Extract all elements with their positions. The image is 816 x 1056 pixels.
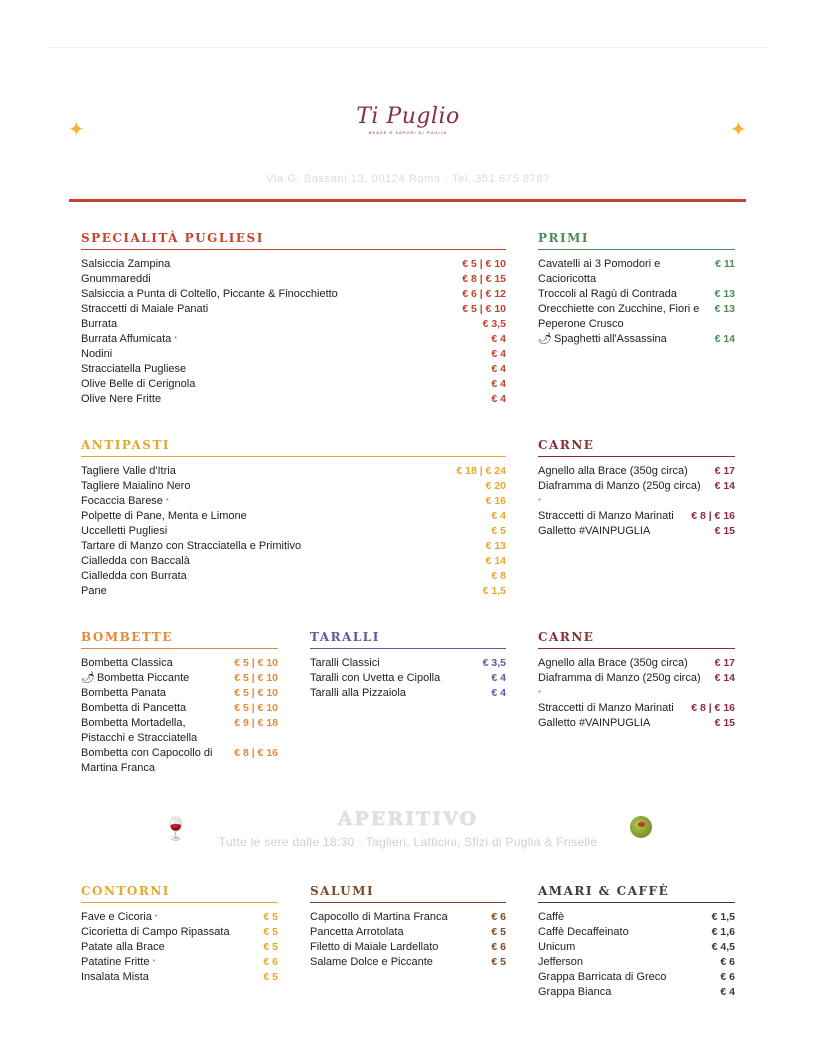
menu-item <box>81 656 278 671</box>
menu-item <box>81 392 506 407</box>
aperitivo-banner <box>0 808 816 849</box>
menu-item <box>538 332 735 347</box>
star-left-icon: ✦ <box>68 119 85 141</box>
menu-item-price: € 15 <box>714 717 735 729</box>
restaurant-logo <box>0 104 816 135</box>
menu-item-price: € 11 <box>715 258 735 270</box>
menu-item-price: € 20 <box>485 480 506 492</box>
menu-item-price: € 18 | € 24 <box>456 465 506 477</box>
menu-item-name: Grappa Bianca <box>538 986 612 998</box>
menu-item-name: Straccetti di Maiale Panati <box>81 303 209 315</box>
section-title: CARNE <box>538 630 735 649</box>
menu-item-price: € 4 <box>491 510 506 522</box>
section-taralli <box>310 630 506 701</box>
section-carne-1 <box>538 438 735 539</box>
asterisk-marker: * <box>538 690 541 697</box>
menu-item-name: 🌶 Spaghetti all'Assassina <box>538 333 667 345</box>
menu-item-name: Nodini <box>81 348 113 360</box>
menu-item-name: Taralli con Uvetta e Cipolla <box>310 672 441 684</box>
menu-item-price: € 13 <box>714 288 735 300</box>
menu-item <box>538 257 735 287</box>
menu-item <box>538 985 735 1000</box>
section-title: PRIMI <box>538 231 735 250</box>
menu-item-price: € 4,5 <box>711 941 735 953</box>
menu-item <box>538 955 735 970</box>
menu-item <box>81 584 506 599</box>
menu-item-price: € 16 <box>485 495 506 507</box>
section-title: SPECIALITÀ PUGLIESI <box>81 231 506 250</box>
menu-item-price: € 17 <box>714 465 735 477</box>
menu-item-name: Olive Belle di Cerignola <box>81 378 196 390</box>
menu-item-price: € 8 <box>491 570 506 582</box>
menu-item-price: € 6 <box>720 971 735 983</box>
menu-item-price: € 5 | € 10 <box>234 702 278 714</box>
menu-item-name: Bombetta di Pancetta <box>81 702 187 714</box>
asterisk-marker: * <box>152 959 156 966</box>
menu-item-price: € 5 <box>263 941 278 953</box>
menu-item-price: € 5 <box>491 926 506 938</box>
menu-item <box>538 925 735 940</box>
menu-item <box>538 970 735 985</box>
section-title: CONTORNI <box>81 884 278 903</box>
section-title: ANTIPASTI <box>81 438 506 457</box>
menu-item-price: € 4 <box>491 363 506 375</box>
menu-item-name: Unicum <box>538 941 576 953</box>
menu-item-price: € 5 | € 10 <box>462 303 506 315</box>
wine-glass-icon: 🍷 <box>162 816 190 841</box>
menu-item-price: € 8 | € 16 <box>234 747 278 759</box>
menu-item <box>81 509 506 524</box>
menu-item-name: Troccoli al Ragù di Contrada <box>538 288 677 300</box>
menu-item-price: € 4 <box>720 986 735 998</box>
menu-item <box>538 287 735 302</box>
menu-item-price: € 4 <box>491 393 506 405</box>
section-title: SALUMI <box>310 884 506 903</box>
menu-item-name: Patatine Fritte * <box>81 956 156 968</box>
menu-item <box>538 910 735 925</box>
menu-item <box>81 332 506 347</box>
logo-subtitle: BRACE E SAPORI DI PUGLIA <box>368 130 448 135</box>
menu-item-name: Salsiccia Zampina <box>81 258 171 270</box>
menu-item <box>81 746 278 776</box>
menu-item-price: € 14 <box>714 480 735 492</box>
logo-text: Ti Puglio <box>356 104 460 129</box>
menu-item-price: € 5 | € 10 <box>234 672 278 684</box>
menu-item-price: € 4 <box>491 672 506 684</box>
menu-item-name: Tagliere Valle d'Itria <box>81 465 176 477</box>
menu-item-price: € 9 | € 18 <box>234 717 278 729</box>
menu-item <box>81 257 506 272</box>
aperitivo-title: APERITIVO <box>337 808 479 830</box>
menu-item-price: € 6 <box>491 911 506 923</box>
chili-pepper-icon: 🌶 <box>81 672 95 684</box>
menu-item <box>538 671 735 701</box>
menu-item-price: € 5 | € 10 <box>234 657 278 669</box>
menu-item-name: Cialledda con Baccalà <box>81 555 190 567</box>
menu-item-name: Bombetta Mortadella, Pistacchi e Stracciatella <box>81 717 198 744</box>
menu-item-price: € 5 <box>263 971 278 983</box>
menu-item-price: € 8 | € 16 <box>691 702 735 714</box>
menu-item <box>538 656 735 671</box>
menu-item-price: € 14 <box>714 672 735 684</box>
menu-item-price: € 1,5 <box>711 911 735 923</box>
section-carne-2 <box>538 630 735 731</box>
menu-item <box>81 686 278 701</box>
section-title: TARALLI <box>310 630 506 649</box>
menu-item-name: Bombetta Panata <box>81 687 167 699</box>
menu-item <box>81 970 278 985</box>
section-primi <box>538 231 735 347</box>
menu-item-name: Diaframma di Manzo (250g circa) * <box>538 479 715 509</box>
menu-item-price: € 6 <box>491 941 506 953</box>
asterisk-marker: * <box>165 498 169 505</box>
menu-item-price: € 14 <box>714 333 735 345</box>
section-specialita <box>81 231 506 407</box>
menu-item <box>81 362 506 377</box>
menu-item <box>81 317 506 332</box>
menu-item <box>538 479 735 509</box>
asterisk-marker: * <box>538 498 541 505</box>
menu-item <box>538 509 735 524</box>
menu-item-name: Salsiccia a Punta di Coltello, Piccante & Finocchietto <box>81 288 338 300</box>
menu-item <box>81 479 506 494</box>
menu-item-name: Pane <box>81 585 107 597</box>
menu-item <box>81 716 278 746</box>
menu-item-name: Patate alla Brace <box>81 941 165 953</box>
menu-item <box>81 554 506 569</box>
menu-item <box>81 955 278 970</box>
menu-item-name: Bombetta con Capocollo di Martina Franca <box>81 747 213 774</box>
menu-item <box>538 701 735 716</box>
menu-item <box>538 524 735 539</box>
menu-item-price: € 13 <box>485 540 506 552</box>
menu-item-name: Galletto #VAINPUGLIA <box>538 717 651 729</box>
menu-item-price: € 4 <box>491 333 506 345</box>
section-title: BOMBETTE <box>81 630 278 649</box>
menu-item <box>81 701 278 716</box>
menu-item-price: € 6 <box>263 956 278 968</box>
menu-item-name: Jefferson <box>538 956 584 968</box>
menu-item-name: Focaccia Barese * <box>81 495 169 507</box>
menu-item-price: € 8 | € 16 <box>691 510 735 522</box>
menu-item <box>538 940 735 955</box>
section-title: AMARI & CAFFÈ <box>538 884 735 903</box>
menu-item <box>81 569 506 584</box>
asterisk-marker: * <box>174 336 178 343</box>
star-right-icon: ✦ <box>730 119 747 141</box>
menu-item <box>81 287 506 302</box>
menu-item-price: € 17 <box>714 657 735 669</box>
menu-item <box>81 940 278 955</box>
menu-item-name: Orecchiette con Zucchine, Fiori e Peperone Crusco <box>538 303 700 330</box>
menu-item-price: € 6 <box>720 956 735 968</box>
menu-item-price: € 4 <box>491 348 506 360</box>
menu-item-name: Cialledda con Burrata <box>81 570 187 582</box>
chili-pepper-icon: 🌶 <box>538 333 552 345</box>
menu-item-name: Tagliere Maialino Nero <box>81 480 191 492</box>
menu-item-name: Salame Dolce e Piccante <box>310 956 433 968</box>
menu-item-price: € 1,6 <box>711 926 735 938</box>
menu-item-price: € 5 <box>491 525 506 537</box>
menu-item <box>81 464 506 479</box>
menu-item <box>81 494 506 509</box>
menu-item-price: € 15 <box>714 525 735 537</box>
menu-item <box>310 925 506 940</box>
section-contorni <box>81 884 278 985</box>
menu-item-name: Bombetta Classica <box>81 657 173 669</box>
olive-icon <box>630 816 652 838</box>
menu-item <box>538 302 735 332</box>
menu-item-name: Olive Nere Fritte <box>81 393 162 405</box>
menu-item-name: Caffè <box>538 911 565 923</box>
menu-item <box>81 539 506 554</box>
top-divider <box>48 47 768 48</box>
menu-item-name: Uccelletti Pugliesi <box>81 525 168 537</box>
menu-item-price: € 14 <box>485 555 506 567</box>
menu-item-price: € 5 | € 10 <box>234 687 278 699</box>
menu-item-name: Fave e Cicoria * <box>81 911 158 923</box>
menu-item-price: € 5 <box>263 926 278 938</box>
menu-item-name: Pancetta Arrotolata <box>310 926 404 938</box>
menu-item <box>81 925 278 940</box>
menu-item-price: € 3,5 <box>482 657 506 669</box>
menu-item <box>81 347 506 362</box>
menu-item <box>538 716 735 731</box>
menu-item-price: € 4 <box>491 687 506 699</box>
menu-item-price: € 5 <box>491 956 506 968</box>
menu-item-name: Capocollo di Martina Franca <box>310 911 448 923</box>
menu-item-name: 🌶 Bombetta Piccante <box>81 672 190 684</box>
menu-item-name: Polpette di Pane, Menta e Limone <box>81 510 247 522</box>
menu-item-name: Cicorietta di Campo Ripassata <box>81 926 230 938</box>
menu-item-name: Caffè Decaffeinato <box>538 926 629 938</box>
menu-item-name: Taralli alla Pizzaiola <box>310 687 406 699</box>
menu-item-name: Cavatelli ai 3 Pomodori e Cacioricotta <box>538 258 661 285</box>
menu-item <box>81 524 506 539</box>
menu-item-name: Galletto #VAINPUGLIA <box>538 525 651 537</box>
menu-item-name: Stracciatella Pugliese <box>81 363 187 375</box>
menu-item-name: Straccetti di Manzo Marinati <box>538 510 674 522</box>
menu-item <box>81 272 506 287</box>
menu-item-name: Diaframma di Manzo (250g circa) * <box>538 671 715 701</box>
header-rule <box>69 199 746 202</box>
menu-item-name: Insalata Mista <box>81 971 149 983</box>
menu-item <box>81 302 506 317</box>
menu-item-name: Tartare di Manzo con Stracciatella e Primitivo <box>81 540 302 552</box>
menu-item <box>310 910 506 925</box>
section-bombette <box>81 630 278 776</box>
menu-item-price: € 1,5 <box>482 585 506 597</box>
menu-item-name: Agnello alla Brace (350g circa) <box>538 465 688 477</box>
section-amari <box>538 884 735 1000</box>
menu-item-name: Grappa Barricata di Greco <box>538 971 667 983</box>
menu-item <box>81 910 278 925</box>
menu-item-price: € 13 <box>714 303 735 315</box>
section-antipasti <box>81 438 506 599</box>
menu-item-price: € 8 | € 15 <box>462 273 506 285</box>
menu-item-name: Straccetti di Manzo Marinati <box>538 702 674 714</box>
section-salumi <box>310 884 506 970</box>
menu-item-name: Gnummareddi <box>81 273 151 285</box>
menu-item-price: € 4 <box>491 378 506 390</box>
menu-item <box>310 955 506 970</box>
menu-item-name: Taralli Classici <box>310 657 380 669</box>
menu-item <box>310 940 506 955</box>
menu-item <box>310 656 506 671</box>
menu-item-name: Burrata <box>81 318 118 330</box>
menu-item-price: € 6 | € 12 <box>462 288 506 300</box>
menu-item <box>538 464 735 479</box>
menu-item-name: Filetto di Maiale Lardellato <box>310 941 439 953</box>
menu-item <box>81 377 506 392</box>
section-title: CARNE <box>538 438 735 457</box>
menu-item-name: Agnello alla Brace (350g circa) <box>538 657 688 669</box>
address-line: Via G. Bassani 13, 00124 Roma · Tel. 351 675 8787 <box>266 173 550 185</box>
asterisk-marker: * <box>154 914 158 921</box>
menu-item-price: € 5 <box>263 911 278 923</box>
menu-item-price: € 5 | € 10 <box>462 258 506 270</box>
menu-item-name: Burrata Affumicata * <box>81 333 178 345</box>
aperitivo-subtitle: Tutte le sere dalle 18:30 · Taglieri, Latticini, Sfizi di Puglia & Friselle <box>218 835 598 849</box>
menu-item <box>310 686 506 701</box>
menu-item <box>310 671 506 686</box>
menu-item-price: € 3,5 <box>482 318 506 330</box>
menu-item <box>81 671 278 686</box>
